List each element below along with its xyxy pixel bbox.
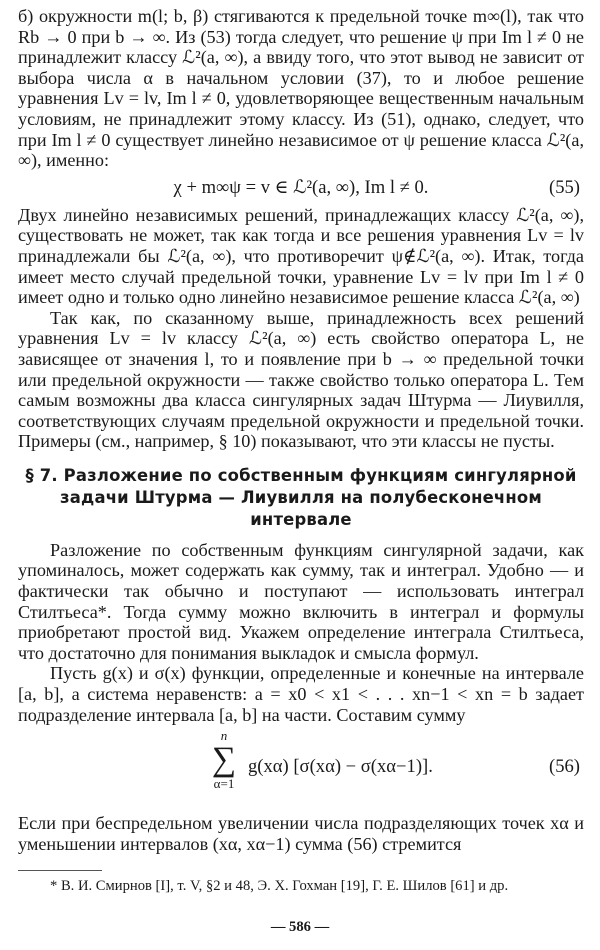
sum-expression: g(xα) [σ(xα) − σ(xα−1)].: [248, 756, 433, 778]
footnote: * В. И. Смирнов [I], т. V, §2 и 48, Э. Х. Гохман [19], Г. Е. Шилов [61] и др.: [50, 878, 509, 895]
paragraph-1: б) окружности m(l; b, β) стягиваются к предельной точке m∞(l), так что Rb → 0 при b → ∞. Из (53) тогда следует, что решение ψ при Im l ≠ 0 не принадлежит классу ℒ²(a, ∞), а ввиду того, что этот вывод не зависит от выбора числа α в начальном условии (37), то и любое решение уравнения Lv = lv, Im l ≠ 0, удовлетворяющее вещественным начальным условиям, не принадлежит этому классу. Из (51), однако, следует, что при Im l ≠ 0 существует линейно независимое от ψ решение класса ℒ²(a, ∞), именно:: [18, 6, 584, 171]
page-number: — 586 —: [270, 919, 330, 936]
formula-55: [18, 175, 584, 201]
paragraph-5: Пусть g(x) и σ(x) функции, определенные и конечные на интервале [a, b], а система неравенств: a = x0 < x1 < . . . xn−1 < xn = b задает подразделение интервала [a, b] на части. Составим сумму: [18, 663, 584, 725]
footnote-divider: [18, 870, 102, 871]
sigma-symbol: ∑: [211, 741, 237, 779]
formula-56: [18, 729, 584, 807]
paragraph-3: Так как, по сказанному выше, принадлежность всех решений уравнения Lv = lv классу ℒ²(a, ∞) есть свойство оператора L, не зависящее от значения l, то и появление при b → ∞ предельной точки или предельной окружности — также свойство только оператора L. Тем самым возможны два класса сингулярных задач Штурма — Лиувилля, соответствующих случаям предельной окружности и предельной точки. Примеры (см., например, § 10) показывают, что эти классы не пусты.: [18, 307, 584, 452]
paragraph-6: Если при беспредельном увеличении числа подразделяющих точек xα и уменьшении интервалов (xα, xα−1) сумма (56) стремится: [18, 813, 584, 854]
formula-55-text: χ + m∞ψ = v ∈ ℒ²(a, ∞), Im l ≠ 0.: [173, 176, 429, 198]
paragraph-4: Разложение по собственным функциям сингулярной задачи, как упоминалось, может содержать как сумму, так и интеграл. Удобно — и фактически так обычно и поступают — использовать интеграл Стилтьеса*. Тогда сумму можно включить в интеграл и формулы приобретают простой вид. Укажем определение интеграла Стилтьеса, что достаточно для понимания выкладок и смысла формул.: [18, 539, 584, 663]
section-heading: § 7. Разложение по собственным функциям сингулярной задачи Штурма — Лиувилля на полубесконечном интервале: [25, 465, 577, 529]
sum-lower-limit: α=1: [213, 776, 235, 792]
equation-number-56: (56): [549, 756, 580, 778]
equation-number-55: (55): [549, 176, 580, 198]
sum-upper-limit: n: [220, 728, 228, 744]
paragraph-2: Двух линейно независимых решений, принадлежащих классу ℒ²(a, ∞), существовать не может, так как тогда и все решения уравнения Lv = lv принадлежали бы ℒ²(a, ∞), что противоречит ψ∉ℒ²(a, ∞). Итак, тогда имеет место случай предельной точки, уравнение Lv = lv при Im l ≠ 0 имеет одно и только одно линейно независимое решение класса ℒ²(a, ∞): [18, 204, 584, 308]
summation-operator: [206, 729, 242, 791]
